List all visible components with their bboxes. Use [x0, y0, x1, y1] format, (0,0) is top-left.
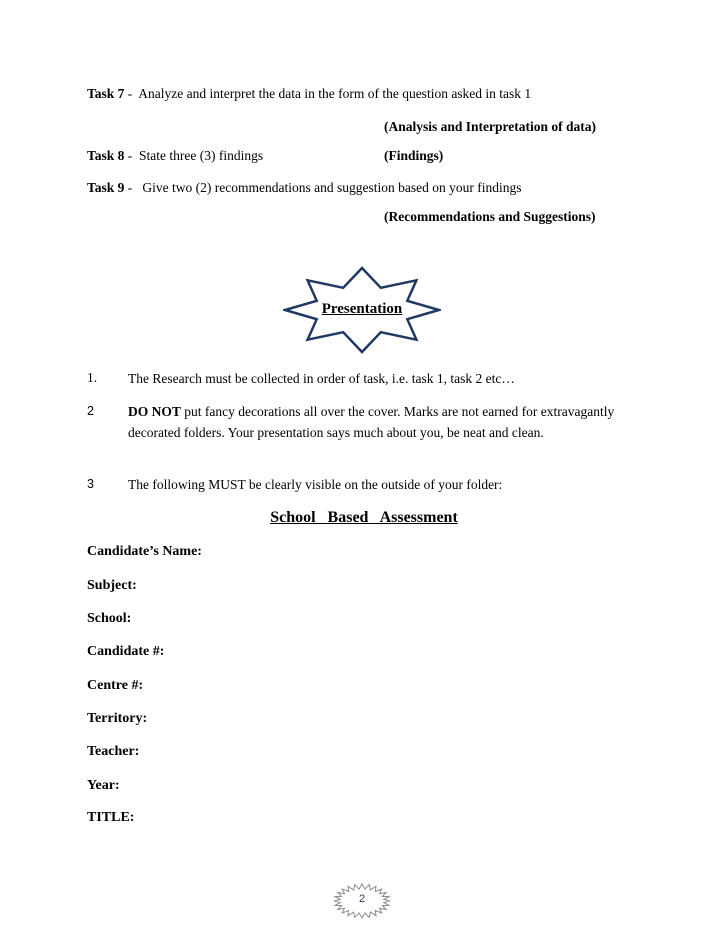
task-8-category: (Findings) [384, 148, 444, 163]
rule-3-number: 3 [87, 477, 94, 491]
field-candidate-number: Candidate #: [87, 644, 165, 659]
task-7-line [87, 86, 531, 102]
presentation-star [283, 266, 441, 354]
task-8-text: State three (3) findings [139, 148, 264, 163]
sba-title-text: School Based Assessment [270, 509, 458, 526]
task-9-text: Give two (2) recommendations and suggestion based on your findings [142, 180, 522, 195]
task-8-sep: - [124, 148, 140, 163]
task-9-category: (Recommendations and Suggestions) [384, 209, 596, 224]
page-number: 2 [358, 893, 366, 905]
task-8-label: Task 8 [87, 148, 125, 163]
field-teacher: Teacher: [87, 744, 140, 759]
field-title: TITLE: [87, 810, 135, 825]
rule-2-paragraph [128, 401, 628, 443]
task-7-text: Analyze and interpret the data in the form of the question asked in task 1 [138, 86, 532, 101]
field-subject: Subject: [87, 578, 137, 593]
task-8-line [87, 148, 263, 164]
field-school: School: [87, 611, 132, 626]
rule-3-text: The following MUST be clearly visible on the outside of your folder: [128, 477, 503, 492]
task-7-category: (Analysis and Interpretation of data) [384, 119, 597, 134]
rule-1-number: 1. [87, 370, 98, 385]
task-7-sep: - [124, 86, 139, 101]
presentation-heading: Presentation [321, 301, 403, 317]
rule-1-text: The Research must be collected in order of task, i.e. task 1, task 2 etc… [128, 371, 515, 386]
task-7-label: Task 7 [87, 86, 125, 101]
task-9-label: Task 9 [87, 180, 125, 195]
page-number-badge [332, 882, 392, 920]
task-9-line [87, 180, 521, 196]
field-territory: Territory: [87, 711, 148, 726]
rule-2-emphasis: DO NOT [128, 404, 181, 419]
field-year: Year: [87, 778, 120, 793]
rule-2-number: 2 [87, 404, 94, 418]
rule-2-text: put fancy decorations all over the cover. Marks are not earned for extravagantly decorated folders. Your presentation says much about you, be neat and clean. [128, 404, 615, 440]
task-9-sep: - [124, 180, 143, 195]
sba-title [0, 509, 728, 527]
field-centre-number: Centre #: [87, 678, 144, 693]
field-candidate-name: Candidate’s Name: [87, 544, 202, 559]
